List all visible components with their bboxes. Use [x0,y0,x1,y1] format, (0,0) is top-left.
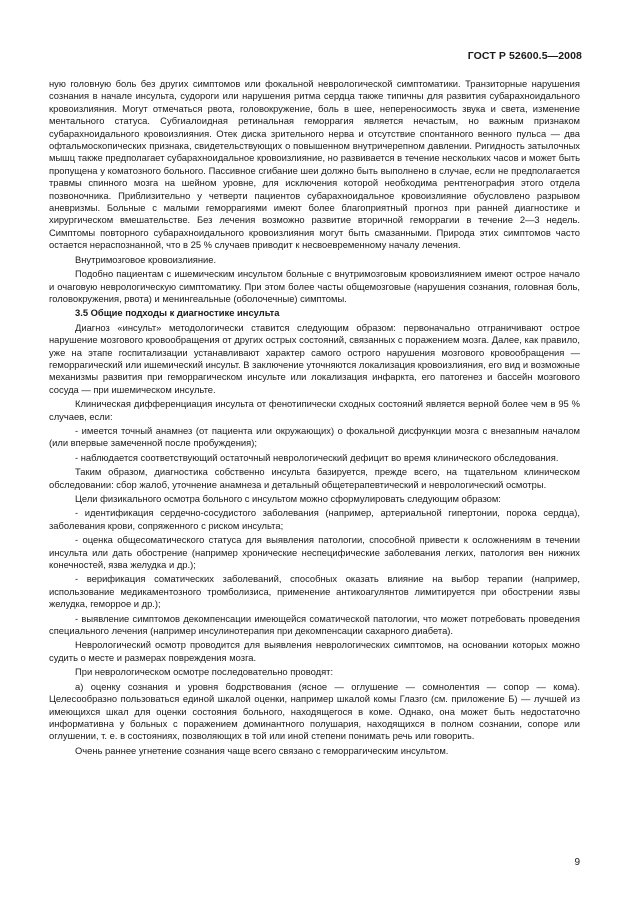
standard-header: ГОСТ Р 52600.5—2008 [467,50,582,62]
paragraph: Подобно пациентам с ишемическим инсультом больные с внутримозговым кровоизлиянием имеют острое начало и очаговую неврологическую симптоматику. При этом более часты общемозговые (нарушения сознания, головная боль, головокружения, рвота) и менингеальные (оболочечные) симптомы. [49,268,580,304]
list-item: - выявление симптомов декомпенсации имеющейся соматической патологии, что может потребовать проведения специального лечения (например инсулинотерапия при декомпенсации сахарного диабета). [49,612,580,637]
section-heading: 3.5 Общие подходы к диагностике инсульта [75,307,280,319]
list-item: а) оценку сознания и уровня бодрствования (ясное — оглушение — сомнолентия — сопор — кома). Целесообразно пользоваться единой шкалой оценки, например шкалой комы Глазго (см. приложение Б) — лучшей из имеющихся шкал для оценки состояния больного, находящегося в коме. Однако, она может быть недостаточно информативна у больных с поражением доминантного полушария, находящихся в полном сознании, сопоре или оглушении, т. е. в состояниях, позволяющих в той или иной степени понимать речь или говорить. [49,680,580,742]
paragraph: Неврологический осмотр проводится для выявления неврологических симптомов, на основании которых можно судить о месте и размерах повреждения мозга. [49,639,580,663]
list-item: - верификация соматических заболеваний, способных оказать влияние на выбор терапии (например, использование медикаментозного тромболизиса, применение антикоагулянтов лимитируется при обострении язвы желудка, геморрое и др.); [49,573,580,610]
paragraph: Внутримозговое кровоизлияние. [75,253,217,265]
paragraph: Очень раннее угнетение сознания чаще всего связано с геморрагическим инсультом. [75,744,449,756]
paragraph: ную головную боль без других симптомов или фокальной неврологической симптоматики. Транзиторные нарушения сознания в начале инсульта, судороги или нарушения ритма сердца также типичны для развития субарахноидального кровоизлияния. Могут отмечаться рвота, головокружение, боль в шее, непереносимость звука и света, изменение ментального статуса. Субгиалоидная ретинальная геморрагия является нечастым, но важным признаком субарахноидального кровоизлияния. Отек диска зрительного нерва и отсутствие спонтанного венного пульса — два офтальмоскопических признака, свидетельствующих о повышенном внутричерепном давлении. Ригидность затылочных мышц также предполагает субарахноидальное кровоизлияние, но развивается в течение нескольких часов и может быть пропущена у коматозного больного. Пассивное сгибание шеи должно быть выполнено в случае, если не предполагается травмы спинного мозга на шейном уровне, для исключения которой необходима рентгенография этого отдела позвоночника. Приблизительно у четверти пациентов субарахноидальное кровоизлияние обусловлено разрывом аневризмы. Больные с малыми геморрагиями имеют более благоприятный прогноз при ранней диагностике и хирургическом вмешательстве. Без лечения возможно развитие вторичной геморрагии в течение 2—3 недель. Симптомы повторного субарахноидального кровоизлияния могут быть смазанными. Природа этих симптомов часто остается нераспознанной, что в 25 % случаев приводит к несвоевременному началу лечения. [49,78,580,251]
list-item: - наблюдается соответствующий остаточный неврологический дефицит во время клинического обследования. [75,451,559,463]
paragraph: Цели физикального осмотра больного с инсультом можно сформулировать следующим образом: [75,493,501,504]
paragraph: При неврологическом осмотре последовательно проводят: [75,666,334,678]
page-body [49,78,580,759]
paragraph: Диагноз «инсульт» методологически ставится следующим образом: первоначально отграничивают острое нарушение мозгового кровообращения от других острых состояний, связанных с поражением мозга. Далее, как правило, уже на этапе госпитализации устанавливают характер самого острого нарушения мозгового кровообращения — геморрагический или ишемический инсульт. В заключение уточняются локализация кровоизлияния, его вид и возможные механизмы развития при геморрагическом инсульте или локализация инфаркта, его патогенез и бассейн мозгового сосуда — при ишемическом инсульте. [49,321,580,395]
paragraph: Клиническая дифференциация инсульта от фенотипически сходных состояний является верной более чем в 95 % случаев, если: [49,398,580,422]
list-item: - идентификация сердечно-сосудистого заболевания (например, артериальной гипертонии, порока сердца), заболевания крови, сопряженного с риском инсульта; [49,507,580,531]
list-item: - имеется точный анамнез (от пациента или окружающих) о фокальной дисфункции мозга с внезапным началом (или впервые замеченной после пробуждения); [49,424,580,449]
page-number: 9 [574,857,580,868]
paragraph: Таким образом, диагностика собственно инсульта базируется, прежде всего, на тщательном клиническом обследовании: сбор жалоб, уточнение анамнеза и детальный общетерапевтический и неврологический осмотры. [49,466,580,490]
list-item: - оценка общесоматического статуса для выявления патологии, способной привести к осложнениям в течении инсульта или дать обострение (например хронические неспецифические заболевания легких, патология вен нижних конечностей, язва желудка и др.); [49,534,580,571]
